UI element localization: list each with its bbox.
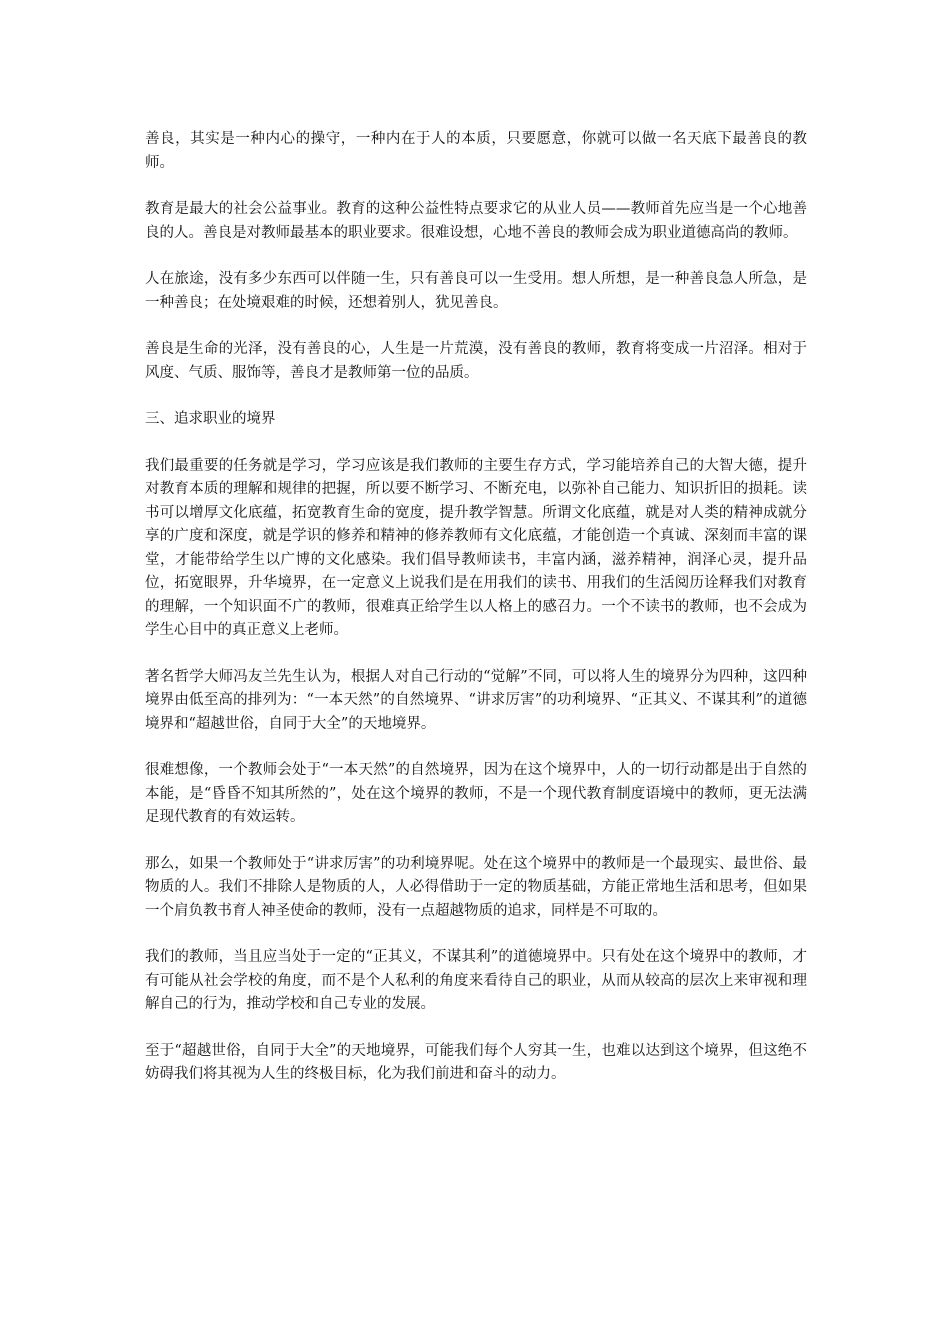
paragraph-heaven-earth-realm: 至于“超越世俗，自同于大全”的天地境界，可能我们每个人穷其一生，也难以达到这个境界，但这绝不妨碍我们将其视为人生的终极目标，化为我们前进和奋斗的动力。: [145, 1042, 807, 1082]
paragraph-kindness-luster: 善良是生命的光泽，没有善良的心，人生是一片荒漠，没有善良的教师，教育将变成一片沼泽。相对于风度、气质、服饰等，善良才是教师第一位的品质。: [145, 341, 807, 381]
document-page: [145, 128, 807, 1110]
paragraph-journey-of-life: 人在旅途，没有多少东西可以伴随一生，只有善良可以一生受用。想人所想，是一种善良急人所急，是一种善良；在处境艰难的时候，还想着别人，犹见善良。: [145, 271, 807, 311]
paragraph-learning: 我们最重要的任务就是学习，学习应该是我们教师的主要生存方式，学习能培养自己的大智大德，提升对教育本质的理解和规律的把握，所以要不断学习、不断充电，以弥补自己能力、知识折旧的损耗。读书可以增厚文化底蕴，拓宽教育生命的宽度，提升教学智慧。所谓文化底蕴，就是对人类的精神成就分享的广度和深度，就是学识的修养和精神的修养教师有文化底蕴，才能创造一个真诚、深刻而丰富的课堂，才能带给学生以广博的文化感染。我们倡导教师读书，丰富内涵，滋养精神，润泽心灵，提升品位，拓宽眼界，升华境界，在一定意义上说我们是在用我们的读书、用我们的生活阅历诠释我们对教育的理解，一个知识面不广的教师，很难真正给学生以人格上的感召力。一个不读书的教师，也不会成为学生心目中的真正意义上老师。: [145, 457, 807, 638]
paragraph-kindness-inner: 善良，其实是一种内心的操守，一种内在于人的本质，只要愿意，你就可以做一名天底下最善良的教师。: [145, 131, 807, 171]
paragraph-utilitarian-realm: 那么，如果一个教师处于“讲求厉害”的功利境界呢。处在这个境界中的教师是一个最现实、最世俗、最物质的人。我们不排除人是物质的人，人必得借助于一定的物质基础，方能正常地生活和思考，但如果一个肩负教书育人神圣使命的教师，没有一点超越物质的追求，同样是不可取的。: [145, 855, 807, 919]
paragraph-moral-realm: 我们的教师，当且应当处于一定的“正其义，不谋其利”的道德境界中。只有处在这个境界中的教师，才有可能从社会学校的角度，而不是个人私利的角度来看待自己的职业，从而从较高的层次上来审视和理解自己的行为，推动学校和自己专业的发展。: [145, 949, 807, 1012]
paragraph-four-realms: 著名哲学大师冯友兰先生认为，根据人对自己行动的“觉解”不同，可以将人生的境界分为四种，这四种境界由低至高的排列为：“一本天然”的自然境界、“讲求厉害”的功利境界、“正其义、不谋其利”的道德境界和“超越世俗，自同于大全”的天地境界。: [145, 668, 807, 732]
paragraph-education-public-welfare: 教育是最大的社会公益事业。教育的这种公益性特点要求它的从业人员——教师首先应当是一个心地善良的人。善良是对教师最基本的职业要求。很难设想，心地不善良的教师会成为职业道德高尚的教师。: [145, 201, 807, 241]
paragraph-natural-realm: 很难想像，一个教师会处于“一本天然”的自然境界，因为在这个境界中，人的一切行动都是出于自然的本能，是“昏昏不知其所然的”，处在这个境界的教师，不是一个现代教育制度语境中的教师，更无法满足现代教育的有效运转。: [145, 762, 807, 825]
section-heading: 三、追求职业的境界: [145, 411, 276, 427]
